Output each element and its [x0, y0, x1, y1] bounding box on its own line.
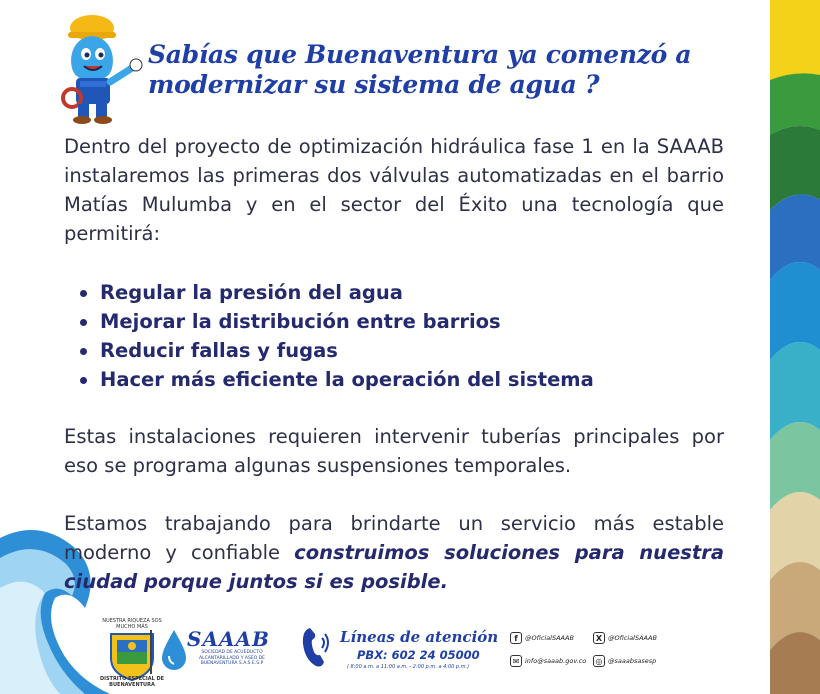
intro-paragraph: Dentro del proyecto de optimización hidráulica fase 1 en la SAAAB instalaremos las primeras dos válvulas automatizadas en el barrio Matías Mulumba y en el sector del Éxito una tecnología que permitirá:	[64, 135, 724, 245]
facebook-handle[interactable]	[510, 632, 574, 644]
headline-line-1: Sabías que Buenaventura ya comenzó a	[148, 40, 692, 69]
instagram-handle[interactable]	[593, 655, 656, 667]
phone-icon	[300, 624, 332, 670]
twitter-handle-text: @OficialSAAAB	[608, 634, 657, 642]
closing-emphasis: construimos soluciones para nuestra ciudad porque juntos si es posible.	[64, 541, 724, 593]
instagram-icon: ◎	[593, 655, 605, 667]
list-item: Reducir fallas y fugas	[78, 336, 718, 365]
benefits-list	[78, 278, 718, 394]
instagram-handle-text: @saaabsasesp	[608, 657, 657, 665]
facebook-handle-text: @OficialSAAAB	[525, 634, 574, 642]
list-item: Mejorar la distribución entre barrios	[78, 307, 718, 336]
list-item: Regular la presión del agua	[78, 278, 718, 307]
saaab-logo-text: SAAAB	[187, 627, 270, 651]
headline	[148, 40, 748, 100]
closing-text: Estamos trabajando para brindarte un servicio más estable moderno y confiable	[64, 512, 724, 564]
pbx-number: PBX: 602 24 05000	[357, 648, 480, 662]
closing-paragraph	[64, 509, 724, 596]
mail-icon: ✉	[510, 655, 522, 667]
footer	[95, 618, 770, 694]
saaab-logo	[187, 628, 277, 667]
saaab-logo-subtitle: SOCIEDAD DE ACUEDUCTO ALCANTARILLADO Y ASEO DE BUENAVENTURA S.A.S E.S.P	[199, 650, 265, 666]
district-name: DISTRITO ESPECIAL DE BUENAVENTURA	[99, 676, 165, 688]
twitter-handle[interactable]	[593, 632, 657, 644]
x-twitter-icon: X	[593, 632, 605, 644]
service-hours: ( 8:00 a.m. a 11:00 a.m. - 2:00 p.m. a 4:00 p.m.)	[347, 664, 470, 670]
logo-divider	[150, 630, 152, 674]
notice-paragraph: Estas instalaciones requieren intervenir tuberías principales por eso se programa algunas suspensiones temporales.	[64, 425, 724, 477]
water-drop-icon	[160, 628, 188, 670]
facebook-icon: f	[510, 632, 522, 644]
email-contact[interactable]	[510, 655, 586, 667]
contact-lines-title: Líneas de atención	[340, 628, 499, 646]
list-item: Hacer más eficiente la operación del sistema	[78, 365, 718, 394]
email-text: info@saaab.gov.co	[525, 657, 587, 665]
water-drop-mascot	[60, 8, 150, 126]
decorative-color-stripes	[770, 0, 820, 694]
crest-motto: NUESTRA RIQUEZA SOS MUCHO MÁS	[102, 618, 162, 630]
headline-line-2: modernizar su sistema de agua ?	[148, 70, 600, 99]
